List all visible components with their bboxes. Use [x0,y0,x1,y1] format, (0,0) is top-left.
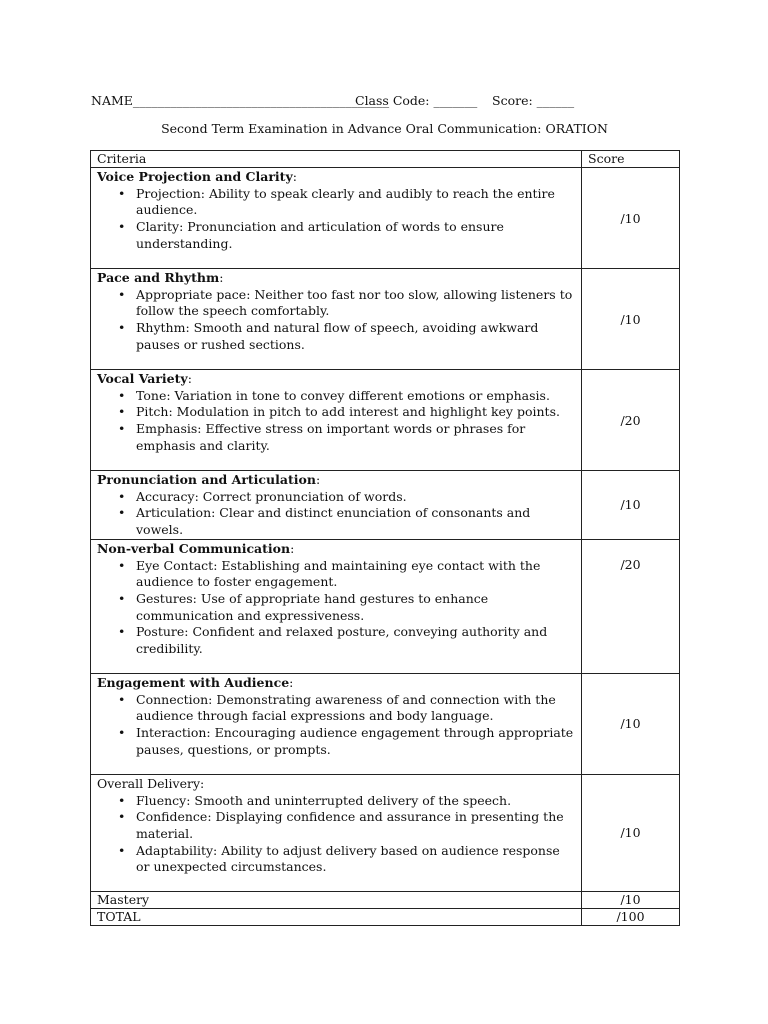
score-cell: /10 [582,774,680,891]
list-item: • Appropriate pace: Neither too fast nor too slow, allowing listeners to follow the speech comfortably. [97,287,575,320]
list-item: • Clarity: Pronunciation and articulation of words to ensure understanding. [97,219,575,252]
score-cell: /10 [582,168,680,269]
table-row [91,774,680,891]
list-item: • Projection: Ability to speak clearly and audibly to reach the entire audience. [97,186,575,219]
table-row [91,370,680,471]
list-item: • Interaction: Encouraging audience engagement through appropriate pauses, questions, or prompts. [97,725,575,758]
list-item: • Confidence: Displaying confidence and assurance in presenting the material. [97,809,575,842]
list-item: • Pitch: Modulation in pitch to add interest and highlight key points. [97,404,575,421]
criterion-items [97,287,575,354]
list-item: • Articulation: Clear and distinct enunciation of consonants and vowels. [97,505,575,538]
criterion-title: Pace and Rhythm: [97,270,224,285]
score-cell: /10 [582,471,680,540]
criterion-title: Overall Delivery: [97,775,205,791]
criterion-items [97,692,575,759]
score-cell: /10 [582,673,680,774]
criterion-title: Non-verbal Communication: [97,540,295,556]
list-item: • Connection: Demonstrating awareness of and connection with the audience through facial expressions and body language. [97,692,575,725]
list-item: • Tone: Variation in tone to convey different emotions or emphasis. [97,388,575,405]
total-score: /100 [582,908,680,925]
criterion-title: Voice Projection and Clarity: [97,169,297,184]
table-row [91,168,680,269]
criteria-cell [91,168,582,269]
mastery-row [91,891,680,908]
list-item: • Emphasis: Effective stress on important words or phrases for emphasis and clarity. [97,421,575,454]
student-info-line [91,93,691,111]
criterion-items [97,388,575,455]
criterion-items [97,186,575,253]
list-item: • Eye Contact: Establishing and maintaining eye contact with the audience to foster engagement. [97,558,575,591]
criteria-cell [91,370,582,471]
criteria-cell [91,673,582,774]
list-item: • Fluency: Smooth and uninterrupted delivery of the speech. [97,793,575,810]
mastery-label: Mastery [91,891,582,908]
criterion-items [97,489,575,539]
criteria-cell [91,471,582,540]
table-row [91,673,680,774]
total-label: TOTAL [91,908,582,925]
exam-title: Second Term Examination in Advance Oral Communication: ORATION [161,121,608,136]
table-row [91,471,680,540]
score-column-header: Score [582,151,680,168]
score-cell: /20 [582,370,680,471]
rubric-table [90,150,680,926]
total-row [91,908,680,925]
list-item: • Posture: Confident and relaxed posture, conveying authority and credibility. [97,624,575,657]
table-row [91,539,680,673]
criterion-title: Vocal Variety: [97,371,192,386]
list-item: • Rhythm: Smooth and natural flow of speech, avoiding awkward pauses or rushed sections. [97,320,575,353]
criterion-items [97,558,575,658]
criterion-items [97,793,575,877]
score-cell: /20 [582,539,680,673]
list-item: • Accuracy: Correct pronunciation of words. [97,489,575,506]
criteria-cell [91,774,582,891]
table-header-row [91,151,680,168]
mastery-score: /10 [582,891,680,908]
class-code-field-label: Class Code: _______ [355,93,478,108]
criterion-title: Engagement with Audience: [97,674,294,690]
criteria-cell [91,539,582,673]
table-row [91,269,680,370]
criterion-title: Pronunciation and Articulation: [97,472,321,487]
criteria-cell [91,269,582,370]
list-item: • Adaptability: Ability to adjust delivery based on audience response or unexpected circumstances. [97,843,575,876]
score-cell: /10 [582,269,680,370]
name-field-label: NAME_________________________________________ [91,93,390,108]
criteria-column-header: Criteria [91,151,582,168]
list-item: • Gestures: Use of appropriate hand gestures to enhance communication and expressiveness. [97,591,575,624]
score-field-label: Score: ______ [492,93,575,108]
